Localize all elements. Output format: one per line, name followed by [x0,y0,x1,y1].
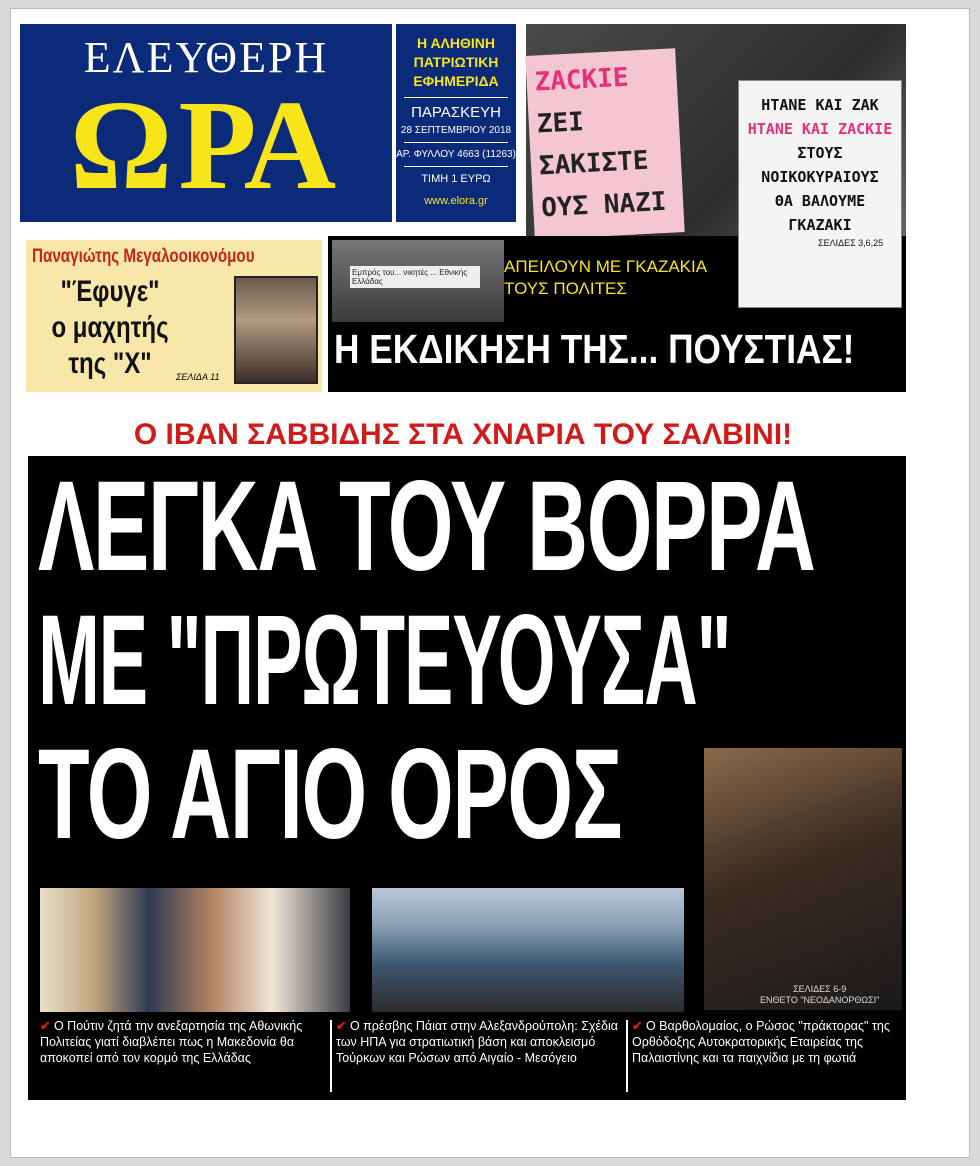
protest-headline: Η ΕΚΔΙΚΗΣΗ ΤΗΣ... ΠΟΥΣΤΙΑΣ! [334,326,855,372]
price: ΤΙΜΗ 1 ΕΥΡΩ [421,173,491,185]
sign-line: ZACKIE [533,62,630,98]
sign-line: ΗΤΑΝΕ ΚΑΙ ΖΑΚ [761,96,879,114]
main-headline-line-2: ΜΕ "ΠΡΩΤΕΥΟΥΣΑ" [38,589,731,732]
masthead-info-box [396,24,516,222]
issue-day: ΠΑΡΑΣΚΕΥΗ [411,104,501,121]
sign-line: ΟΥΣ ΝΑΖΙ [540,186,668,224]
masthead-title-big: ΩΡΑ [69,74,343,216]
protest-pages: ΣΕΛΙΔΕΣ 3,6,25 [818,238,884,248]
divider [404,142,508,143]
caption-divider [330,1020,332,1092]
sign-line: ΣΤΟΥΣ [797,144,843,162]
main-pages [760,984,879,1006]
tagline [396,34,516,91]
crowd-banner: Εμπρός του... νικητές ... Εθνικής Ελλάδας [350,266,480,288]
kicker-headline: Ο ΙΒΑΝ ΣΑΒΒΙΔΗΣ ΣΤΑ ΧΝΑΡΙΑ ΤΟΥ ΣΑΛΒΙΝΙ! [133,418,793,451]
protest-sign-left [525,48,684,240]
caption-3 [632,1018,902,1066]
divider [404,97,508,98]
sign-line: ΣΑΚΙΣΤΕ [538,145,650,182]
savvidis-photo [704,748,902,1010]
sign-line: ΓΚΑΖΑΚΙ [788,216,852,234]
caption-2 [336,1018,624,1066]
check-icon: ✔ [336,1019,347,1033]
caption-text: Ο Πούτιν ζητά την ανεξαρτησία της Αθωνικής Πολιτείας γιατί διαβλέπει πως η Μακεδονία θα αποκοπεί από τον κορμό της Ελλάδας [40,1019,303,1065]
pages-line: ΣΕΛΙΔΕΣ 6-9 [793,984,847,994]
obituary-teaser [26,240,322,392]
tagline-line: ΠΑΤΡΙΩΤΙΚΗ [413,54,499,70]
sign-line: ΖΕΙ [536,107,585,140]
website-url: www.elora.gr [424,195,488,207]
teaser-quote [30,274,190,382]
main-headline-line-1: ΛΕΓΚΑ ΤΟΥ ΒΟΡΡΑ [38,455,815,598]
subheadline-line: ΤΟΥΣ ΠΟΛΙΤΕΣ [504,279,627,298]
check-icon: ✔ [632,1019,643,1033]
portrait-photo [234,276,318,384]
masthead [20,24,392,222]
putin-photo [40,888,350,1012]
tagline-line: Η ΑΛΗΘΙΝΗ [416,35,496,51]
quote-line: της "Χ" [68,347,152,380]
caption-text: Ο πρέσβης Πάιατ στην Αλεξανδρούπολη: Σχέδια των ΗΠΑ για στρατιωτική βάση και αποκλεισμό Τούρκων και Ρώσων από Αιγαίο - Μεσόγειο [336,1019,619,1065]
protest-subheadline [504,256,707,300]
sign-line: ΝΟΙΚΟΚΥΡΑΙΟΥΣ [761,168,879,186]
pages-line: ΕΝΘΕΤΟ "ΝΕΟΔΑΝΟΡΘΩΣΙ" [760,995,880,1005]
quote-line: ο μαχητής [51,311,169,344]
sign-line: ΗΤΑΝΕ ΚΑΙ ZACKIE [747,120,893,138]
harbor-photo [372,888,684,1012]
subheadline-line: ΑΠΕΙΛΟΥΝ ΜΕ ΓΚΑΖΑΚΙΑ [504,257,708,276]
issue-number: ΑΡ. ΦΥΛΛΟΥ 4663 (11263) [396,149,516,160]
sign-line: ΘΑ ΒΑΛΟΥΜΕ [774,192,866,210]
caption-divider [626,1020,628,1092]
protest-sign-right [738,80,902,308]
quote-line: "Έφυγε" [60,275,160,308]
issue-date: 28 ΣΕΠΤΕΜΒΡΙΟΥ 2018 [400,125,512,136]
divider [404,166,508,167]
main-headline-line-3: ΤΟ ΑΓΙΟ ΟΡΟΣ [38,723,622,866]
check-icon: ✔ [40,1019,51,1033]
caption-1 [40,1018,328,1066]
masthead-title-top: ΕΛΕΥΘΕΡΗ [83,33,329,82]
teaser-page: ΣΕΛΙΔΑ 11 [176,372,220,382]
tagline-line: ΕΦΗΜΕΡΙΔΑ [413,73,499,89]
teaser-name: Παναγιώτης Μεγαλοοικονόμου [32,246,255,267]
caption-text: Ο Βαρθολομαίος, ο Ρώσος "πράκτορας" της Ορθόδοξης Αυτοκρατορικής Εταιρείας της Παλαιστίνης και τα παιχνίδια με τη φωτιά [632,1019,890,1065]
